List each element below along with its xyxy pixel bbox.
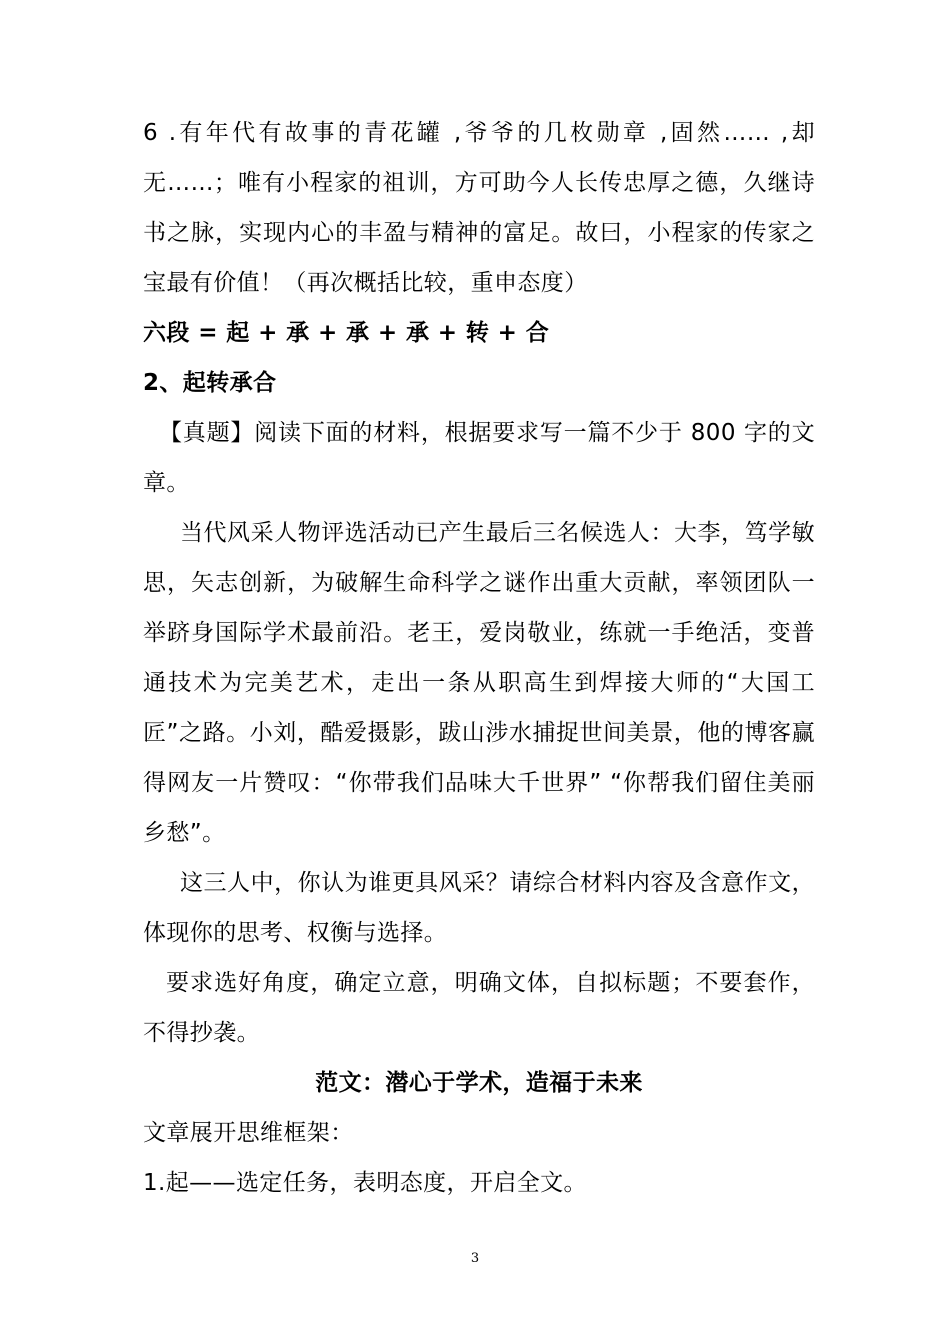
paragraph-requirements: 要求选好角度，确定立意，明确文体，自拟标题；不要套作，不得抄袭。 [143, 970, 815, 1046]
paragraph-material: 当代风采人物评选活动已产生最后三名候选人：大李，笃学敏思，矢志创新，为破解生命科学之谜作出重大贡献，率领团队一举跻身国际学术最前沿。老王，爱岗敬业，练就一手绝活，变普通技术为完美艺术，走出一条从职高生到焊接大师的“大国工匠”之路。小刘，酷爱摄影，跋山涉水捕捉世间美景，他的博客赢得网友一片赞叹：“你带我们品味大千世界” “你帮我们留住美丽乡愁”。 [143, 520, 815, 846]
formula-line: 六段 = 起 + 承 + 承 + 承 + 转 + 合 [143, 320, 550, 346]
page-number: 3 [470, 1251, 480, 1266]
paragraph-exam-prompt: 【真题】阅读下面的材料，根据要求写一篇不少于 800 字的文章。 [143, 420, 815, 496]
model-essay-title: 范文：潜心于学术，造福于未来 [315, 1070, 643, 1096]
framework-label: 文章展开思维框架： [143, 1120, 354, 1146]
section-heading: 2、起转承合 [143, 370, 277, 396]
paragraph-conclusion-six: 6 .有年代有故事的青花罐 ,爷爷的几枚勋章 ,固然…… ,却无……；唯有小程家的祖训，方可助今人长传忠厚之德，久继诗书之脉，实现内心的丰盈与精神的富足。故曰，小程家的传家之宝最有价值！（再次概括比较，重申态度） [143, 120, 815, 296]
document-body [143, 108, 815, 1208]
framework-step-1: 1.起——选定任务，表明态度，开启全文。 [143, 1170, 587, 1196]
paragraph-question: 这三人中，你认为谁更具风采？请综合材料内容及含意作文，体现你的思考、权衡与选择。 [143, 870, 815, 946]
